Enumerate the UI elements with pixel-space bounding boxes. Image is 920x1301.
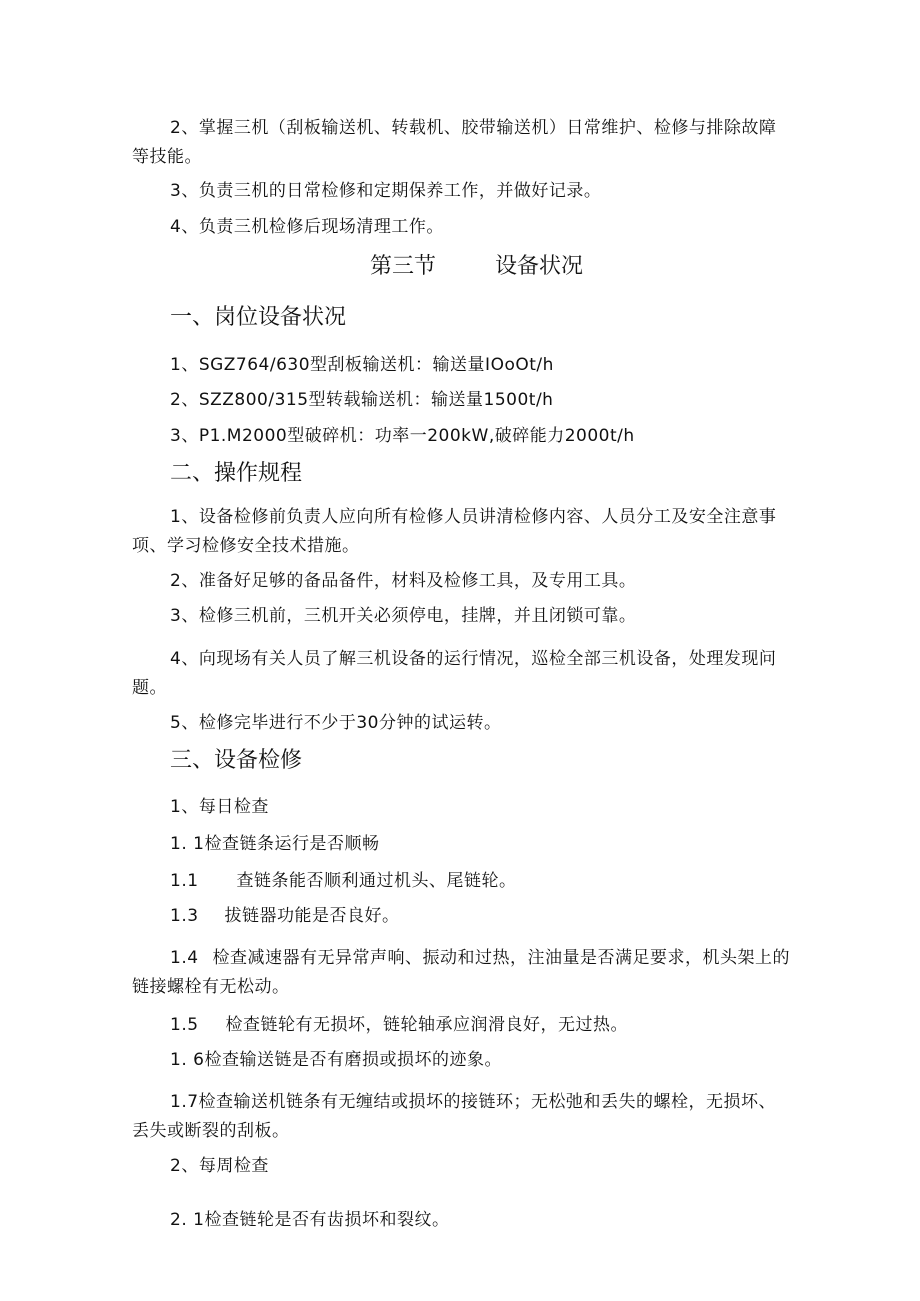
- paragraph-line: 1.7检查输送机链条有无缠结或损坏的接链环；无松弛和丢失的螺栓，无损坏、: [170, 1092, 777, 1112]
- paragraph-line: 4、负责三机检修后现场清理工作。: [170, 217, 444, 237]
- numbered-item: [170, 906, 400, 926]
- paragraph-line: 3、检修三机前，三机开关必须停电，挂牌，并且闭锁可靠。: [170, 606, 637, 626]
- paragraph-line: 2、准备好足够的备品备件，材料及检修工具，及专用工具。: [170, 571, 637, 591]
- paragraph-line: 1. 6检查输送链是否有磨损或损坏的迹象。: [170, 1050, 502, 1070]
- paragraph-line: 2、掌握三机（刮板输送机、转载机、胶带输送机）日常维护、检修与排除故障: [170, 118, 777, 138]
- item-number: 1.1: [170, 871, 199, 891]
- equipment-item: 1、SGZ764/630型刮板输送机：输送量IOoOt/h: [170, 355, 554, 375]
- section-title-name: 设备状况: [495, 254, 584, 279]
- paragraph-line: 1、每日检查: [170, 797, 269, 817]
- heading-equipment-status: 一、岗位设备状况: [170, 305, 347, 330]
- paragraph-line: 项、学习检修安全技术措施。: [132, 536, 360, 556]
- item-number: 1.5: [170, 1015, 199, 1035]
- paragraph-line: 等技能。: [132, 147, 202, 167]
- paragraph-line: 3、负责三机的日常检修和定期保养工作，并做好记录。: [170, 181, 602, 201]
- numbered-item: [170, 948, 790, 968]
- paragraph-line: 链接螺栓有无松动。: [132, 977, 290, 997]
- paragraph-line: 丢失或断裂的刮板。: [132, 1121, 290, 1141]
- item-text: 检查减速器有无异常声响、振动和过热，注油量是否满足要求，机头架上的: [212, 948, 791, 968]
- paragraph-line: 4、向现场有关人员了解三机设备的运行情况，巡检全部三机设备，处理发现问: [170, 649, 777, 669]
- paragraph-line: 题。: [132, 678, 167, 698]
- numbered-item: [170, 1015, 628, 1035]
- item-number: 1.3: [170, 906, 199, 926]
- item-text: 拔链器功能是否良好。: [224, 906, 400, 926]
- item-number: 1.4: [170, 948, 199, 968]
- paragraph-line: 2. 1检查链轮是否有齿损坏和裂纹。: [170, 1210, 450, 1230]
- equipment-item: 3、P1.M2000型破碎机：功率一200kW,破碎能力2000t∕h: [170, 426, 635, 446]
- paragraph-line: 2、每周检查: [170, 1156, 269, 1176]
- paragraph-line: 5、检修完毕进行不少于30分钟的试运转。: [170, 713, 502, 733]
- paragraph-line: 1. 1检查链条运行是否顺畅: [170, 834, 380, 854]
- equipment-item: 2、SZZ800/315型转载输送机：输送量1500t∕h: [170, 390, 554, 410]
- numbered-item: [170, 871, 517, 891]
- heading-equipment-maintenance: 三、设备检修: [170, 748, 303, 773]
- section-title-number: 第三节: [370, 254, 437, 279]
- item-text: 检查链轮有无损坏，链轮轴承应润滑良好，无过热。: [225, 1015, 629, 1035]
- item-text: 查链条能否顺利通过机头、尾链轮。: [236, 871, 517, 891]
- heading-operating-rules: 二、操作规程: [170, 461, 303, 486]
- paragraph-line: 1、设备检修前负责人应向所有检修人员讲清检修内容、人员分工及安全注意事: [170, 507, 777, 527]
